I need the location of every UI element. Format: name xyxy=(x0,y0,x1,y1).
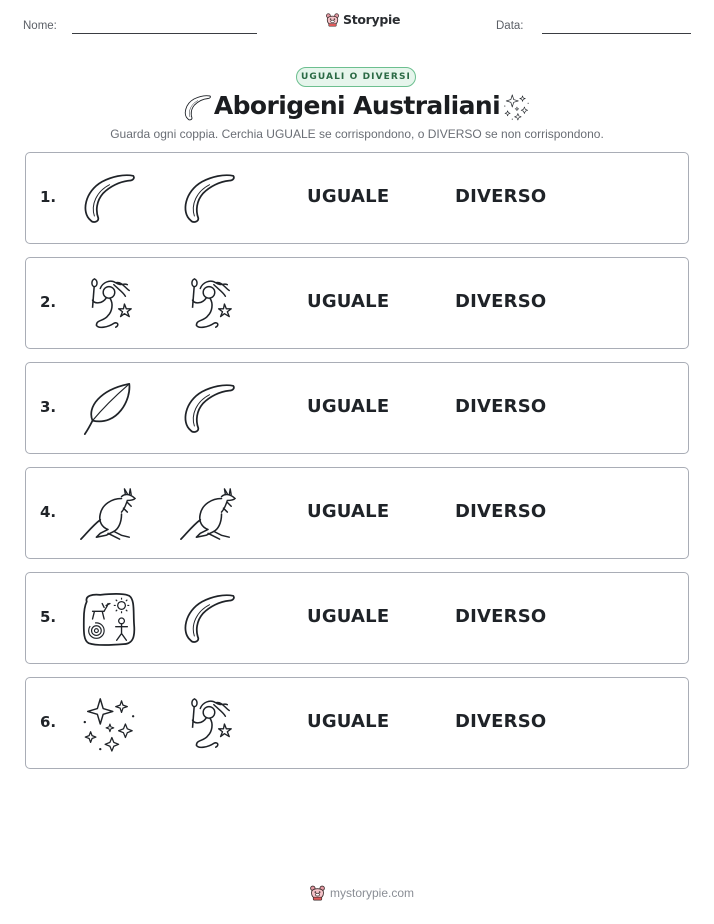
footer-url[interactable]: mystorypie.com xyxy=(330,885,415,900)
brand-name: Storypie xyxy=(343,12,401,27)
different-option[interactable]: DIVERSO xyxy=(455,606,547,627)
bear-logo-icon xyxy=(309,884,326,901)
footer xyxy=(309,884,414,901)
instructions: Guarda ogni coppia. Cerchia UGUALE se corrispondono, o DIVERSO se non corrispondono. xyxy=(110,127,604,141)
boomerang-icon xyxy=(179,380,237,438)
question-number: 4. xyxy=(40,503,57,521)
leaf-icon xyxy=(79,380,137,438)
same-option[interactable]: UGUALE xyxy=(307,396,390,417)
kangaroo-icon xyxy=(179,485,237,543)
different-option[interactable]: DIVERSO xyxy=(455,711,547,732)
question-number: 3. xyxy=(40,398,57,416)
spirit-figure-icon xyxy=(179,275,237,333)
name-line[interactable] xyxy=(72,33,257,34)
question-number: 1. xyxy=(40,188,57,206)
question-row-3 xyxy=(25,362,689,454)
kangaroo-icon xyxy=(79,485,137,543)
boomerang-icon xyxy=(79,170,137,228)
stars-icon xyxy=(502,92,530,122)
date-line[interactable] xyxy=(542,33,691,34)
brand-logo xyxy=(325,12,400,27)
different-option[interactable]: DIVERSO xyxy=(455,501,547,522)
spirit-figure-icon xyxy=(179,695,237,753)
date-label: Data: xyxy=(496,20,524,32)
stars-icon xyxy=(79,695,137,753)
different-option[interactable]: DIVERSO xyxy=(455,186,547,207)
question-row-5 xyxy=(25,572,689,664)
boomerang-icon xyxy=(179,590,237,648)
boomerang-icon xyxy=(179,170,237,228)
worksheet-badge: UGUALI O DIVERSI xyxy=(296,67,416,87)
same-option[interactable]: UGUALE xyxy=(307,606,390,627)
question-number: 5. xyxy=(40,608,57,626)
question-row-6 xyxy=(25,677,689,769)
same-option[interactable]: UGUALE xyxy=(307,711,390,732)
same-option[interactable]: UGUALE xyxy=(307,291,390,312)
question-row-2 xyxy=(25,257,689,349)
name-label: Nome: xyxy=(23,20,57,32)
different-option[interactable]: DIVERSO xyxy=(455,291,547,312)
different-option[interactable]: DIVERSO xyxy=(455,396,547,417)
title-row xyxy=(0,91,714,125)
page-title: Aborigeni Australiani xyxy=(213,91,501,120)
question-number: 2. xyxy=(40,293,57,311)
spirit-figure-icon xyxy=(79,275,137,333)
question-row-4 xyxy=(25,467,689,559)
same-option[interactable]: UGUALE xyxy=(307,501,390,522)
same-option[interactable]: UGUALE xyxy=(307,186,390,207)
question-number: 6. xyxy=(40,713,57,731)
question-row-1 xyxy=(25,152,689,244)
rock-art-icon xyxy=(79,590,137,648)
bear-logo-icon xyxy=(325,12,340,27)
